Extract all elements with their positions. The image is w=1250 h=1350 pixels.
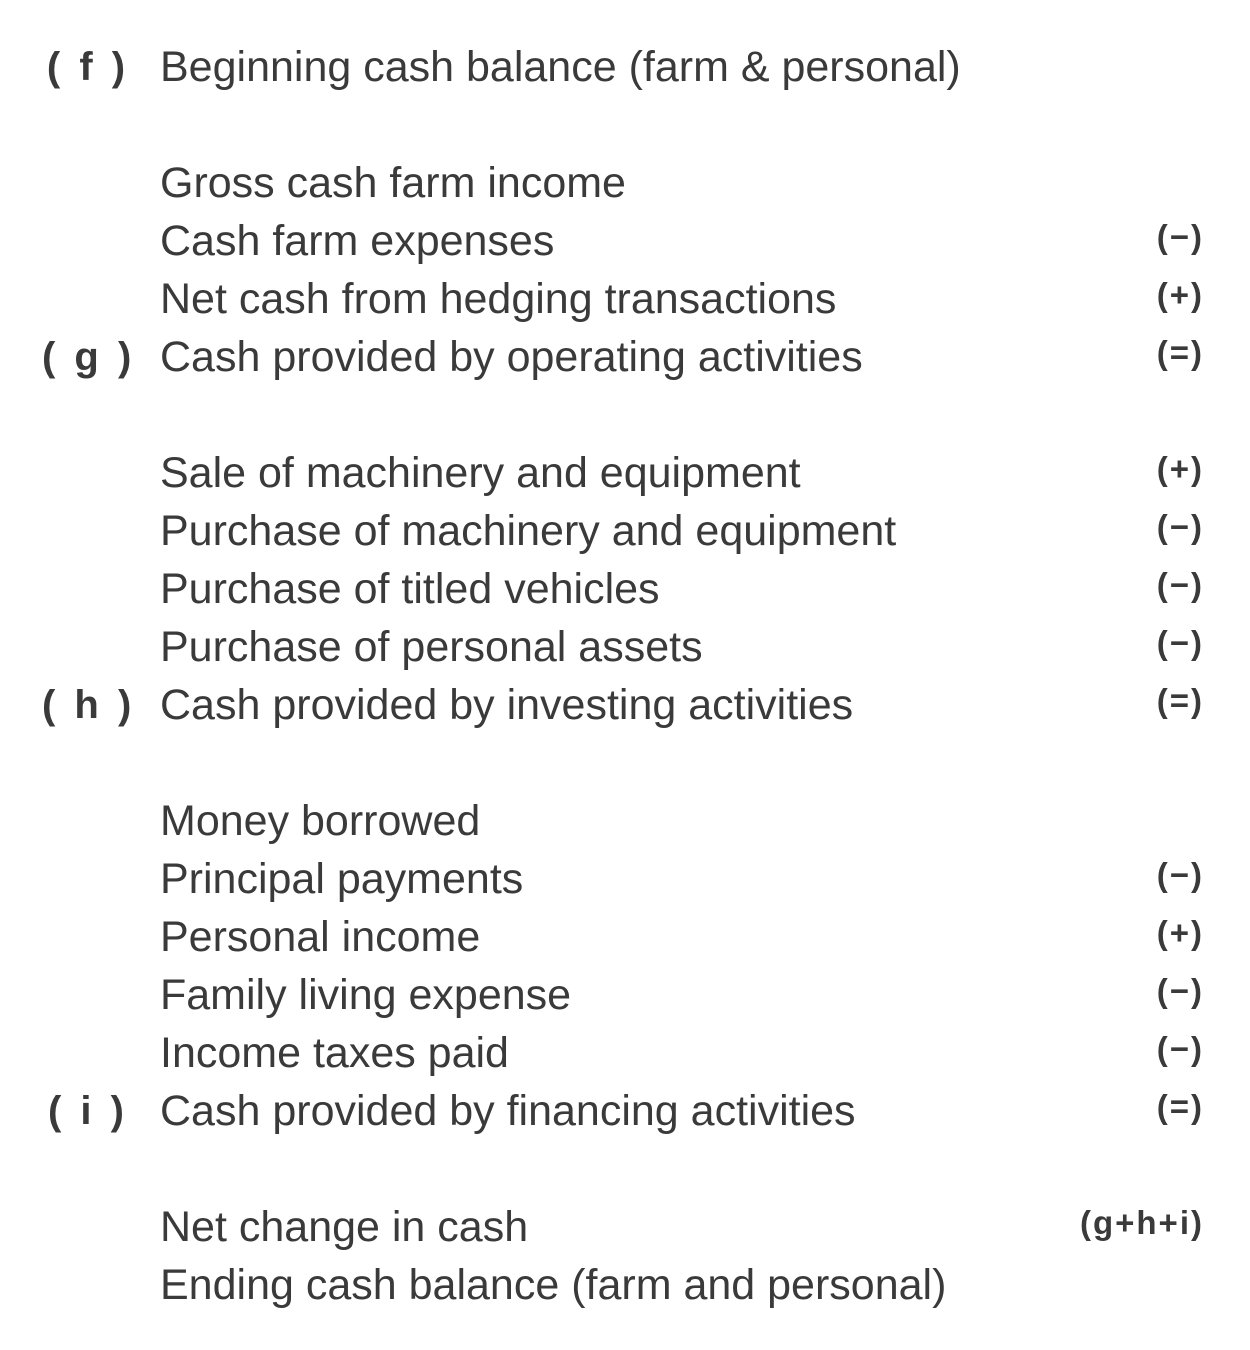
row-label: Cash provided by financing activities [160, 1087, 856, 1135]
row-label: Cash provided by investing activities [160, 681, 854, 729]
row-label: Principal payments [160, 855, 524, 903]
row-money-borrowed [0, 792, 1250, 850]
row-operator: (+) [1156, 914, 1204, 951]
row-label: Net cash from hedging transactions [160, 275, 837, 323]
row-label: Net change in cash [160, 1203, 529, 1251]
row-tag [42, 154, 134, 212]
row-label: Purchase of personal assets [160, 623, 703, 671]
row-tag: ( g ) [42, 335, 136, 379]
row-tag [42, 560, 134, 618]
row-tag: ( f ) [46, 45, 130, 89]
row-financing-activities-total [0, 1082, 1250, 1140]
row-ending-cash-balance [0, 1256, 1250, 1314]
row-cash-farm-expenses [0, 212, 1250, 270]
row-operator: (−) [1156, 566, 1204, 603]
row-tag [42, 212, 134, 270]
row-operating-activities-total [0, 328, 1250, 386]
row-label: Purchase of titled vehicles [160, 565, 660, 613]
row-beginning-cash-balance [0, 38, 1250, 96]
row-operator: (−) [1156, 218, 1204, 255]
row-purchase-titled-vehicles [0, 560, 1250, 618]
row-tag [42, 618, 134, 676]
row-operator: (−) [1156, 624, 1204, 661]
row-purchase-personal-assets [0, 618, 1250, 676]
row-tag [42, 966, 134, 1024]
row-operator: (=) [1156, 1088, 1204, 1125]
row-label: Family living expense [160, 971, 572, 1019]
row-personal-income [0, 908, 1250, 966]
row-label: Sale of machinery and equipment [160, 449, 801, 497]
row-family-living-expense [0, 966, 1250, 1024]
row-operator: (−) [1156, 972, 1204, 1009]
row-tag [42, 502, 134, 560]
row-label: Cash farm expenses [160, 217, 555, 265]
row-operator: (+) [1156, 450, 1204, 487]
row-principal-payments [0, 850, 1250, 908]
row-label: Income taxes paid [160, 1029, 509, 1077]
row-operator: (=) [1156, 334, 1204, 371]
row-tag [42, 792, 134, 850]
row-tag [42, 908, 134, 966]
row-label: Personal income [160, 913, 481, 961]
row-tag [42, 1198, 134, 1256]
row-label: Money borrowed [160, 797, 481, 845]
row-operator: (+) [1156, 276, 1204, 313]
row-label: Cash provided by operating activities [160, 333, 863, 381]
row-operator: (g+h+i) [1079, 1204, 1204, 1241]
row-label: Ending cash balance (farm and personal) [160, 1261, 947, 1309]
row-label: Purchase of machinery and equipment [160, 507, 897, 555]
row-net-cash-hedging [0, 270, 1250, 328]
row-sale-machinery [0, 444, 1250, 502]
row-operator: (−) [1156, 856, 1204, 893]
row-tag [42, 444, 134, 502]
row-tag [42, 270, 134, 328]
row-label: Beginning cash balance (farm & personal) [160, 43, 961, 91]
row-investing-activities-total [0, 676, 1250, 734]
row-operator: (−) [1156, 1030, 1204, 1067]
row-tag: ( i ) [48, 1089, 128, 1133]
row-operator: (=) [1156, 682, 1204, 719]
row-tag [42, 1024, 134, 1082]
row-label: Gross cash farm income [160, 159, 626, 207]
row-tag: ( h ) [42, 683, 136, 727]
row-purchase-machinery [0, 502, 1250, 560]
row-tag [42, 850, 134, 908]
row-net-change-in-cash [0, 1198, 1250, 1256]
row-gross-cash-farm-income [0, 154, 1250, 212]
row-income-taxes-paid [0, 1024, 1250, 1082]
row-tag [42, 1256, 134, 1314]
row-operator: (−) [1156, 508, 1204, 545]
